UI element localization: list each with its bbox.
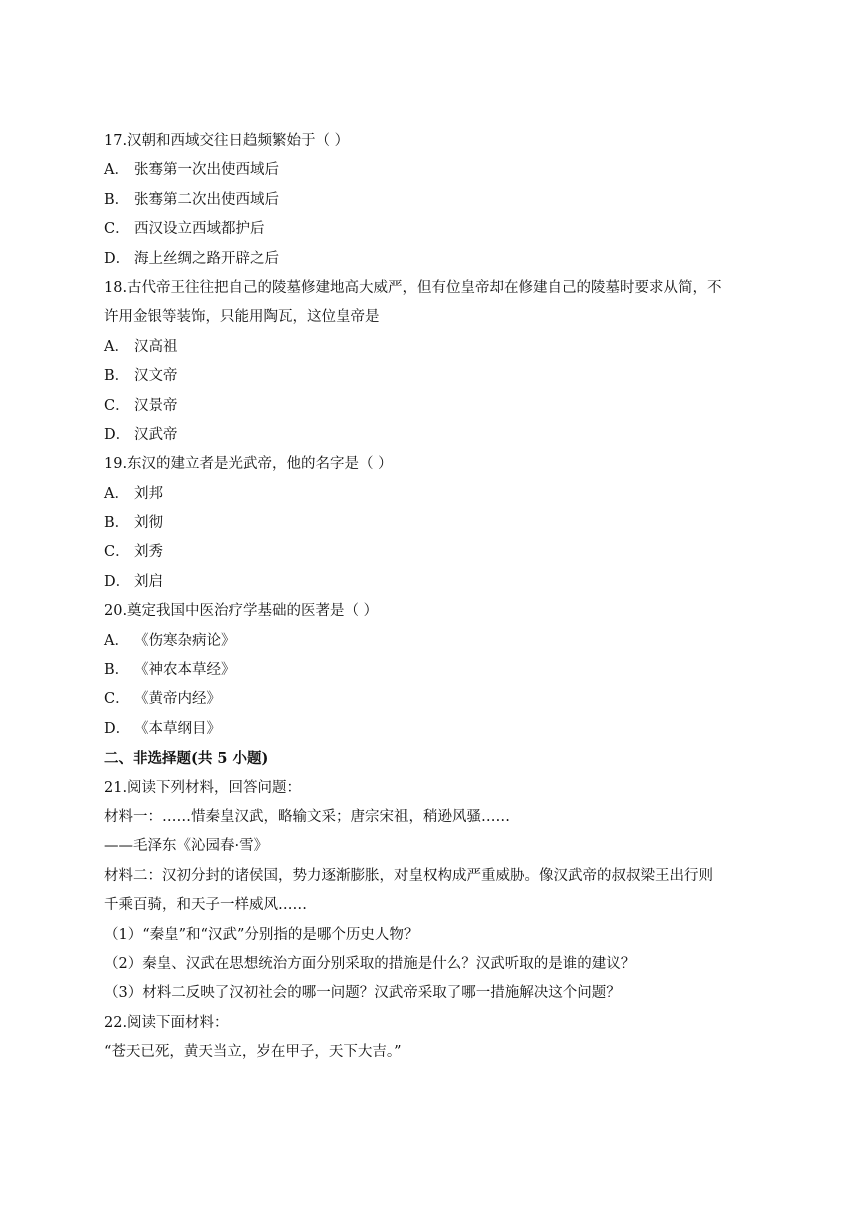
option-letter: C． xyxy=(104,544,130,561)
option-17-a xyxy=(104,156,764,185)
option-text: 《伤寒杂病论》 xyxy=(134,632,236,649)
material-2-line-2: 千乘百骑，和天子一样威风…… xyxy=(104,897,307,914)
option-18-a xyxy=(104,333,764,362)
option-letter: D． xyxy=(104,720,131,737)
sub-question-3: （3）材料二反映了汉初社会的哪一问题？汉武帝采取了哪一措施解决这个问题？ xyxy=(104,985,621,1002)
option-text: 刘邦 xyxy=(134,485,163,502)
option-text: 海上丝绸之路开辟之后 xyxy=(134,250,279,267)
question-17-stem: 17.汉朝和西域交往日趋频繁始于（ ） xyxy=(104,133,350,149)
option-letter: D． xyxy=(104,573,131,590)
option-text: 汉高祖 xyxy=(134,338,178,355)
option-text: 《黄帝内经》 xyxy=(134,691,221,708)
option-text: 《本草纲目》 xyxy=(134,720,221,737)
option-text: 《神农本草经》 xyxy=(134,662,236,679)
option-20-a xyxy=(104,627,764,656)
exam-page xyxy=(104,127,764,1068)
question-18-stem-line-2: 许用金银等装饰，只能用陶瓦，这位皇帝是 xyxy=(104,309,380,326)
question-20-stem: 20.奠定我国中医治疗学基础的医著是（ ） xyxy=(104,603,379,620)
option-letter: A． xyxy=(104,162,129,179)
option-letter: B． xyxy=(104,515,130,532)
option-17-c xyxy=(104,215,764,244)
section-heading: 二、非选择题(共 5 小题) xyxy=(104,750,269,768)
option-text: 汉景帝 xyxy=(134,397,178,414)
option-19-d xyxy=(104,568,764,597)
material-1-source: ——毛泽东《沁园春·雪》 xyxy=(104,838,269,855)
material-1: 材料一：……惜秦皇汉武，略输文采；唐宗宋祖，稍逊风骚…… xyxy=(104,808,510,825)
option-20-c xyxy=(104,685,764,714)
option-text: 张骞第二次出使西域后 xyxy=(134,191,279,208)
question-21-stem: 21.阅读下列材料，回答问题： xyxy=(104,779,302,796)
material-2-line-1: 材料二：汉初分封的诸侯国，势力逐渐膨胀，对皇权构成严重威胁。像汉武帝的叔叔梁王出行则 xyxy=(104,867,713,884)
option-20-d xyxy=(104,715,764,744)
sub-question-2: （2）秦皇、汉武在思想统治方面分别采取的措施是什么？汉武听取的是谁的建议？ xyxy=(104,955,636,972)
option-text: 张骞第一次出使西域后 xyxy=(134,162,279,179)
option-letter: C． xyxy=(104,397,130,414)
option-text: 汉武帝 xyxy=(134,426,178,443)
option-text: 刘秀 xyxy=(134,544,163,561)
option-letter: D． xyxy=(104,250,131,267)
option-text: 西汉设立西域都护后 xyxy=(134,221,265,238)
option-letter: B． xyxy=(104,368,130,385)
option-18-d xyxy=(104,421,764,450)
option-letter: B． xyxy=(104,191,130,208)
option-17-d xyxy=(104,245,764,274)
option-letter: C． xyxy=(104,221,130,238)
question-19-stem: 19.东汉的建立者是光武帝，他的名字是（ ） xyxy=(104,456,393,473)
question-18-stem-line-1: 18.古代帝王往往把自己的陵墓修建地高大威严，但有位皇帝却在修建自己的陵墓时要求从简，不 xyxy=(104,279,722,296)
option-20-b xyxy=(104,656,764,685)
option-19-a xyxy=(104,480,764,509)
option-letter: A． xyxy=(104,338,129,355)
option-19-b xyxy=(104,509,764,538)
option-text: 刘启 xyxy=(134,573,163,590)
option-text: 汉文帝 xyxy=(134,368,178,385)
quote-text: “苍天已死，黄天当立，岁在甲子，天下大吉。” xyxy=(104,1044,402,1061)
option-18-c xyxy=(104,392,764,421)
option-18-b xyxy=(104,362,764,391)
option-letter: B． xyxy=(104,662,130,679)
option-letter: D． xyxy=(104,426,131,443)
option-letter: A． xyxy=(104,485,129,502)
option-text: 刘彻 xyxy=(134,515,163,532)
question-22-stem: 22.阅读下面材料： xyxy=(104,1014,229,1031)
option-letter: C． xyxy=(104,691,130,708)
option-17-b xyxy=(104,186,764,215)
option-letter: A． xyxy=(104,632,129,649)
option-19-c xyxy=(104,538,764,567)
sub-question-1: （1）“秦皇”和“汉武”分别指的是哪个历史人物？ xyxy=(104,926,419,943)
